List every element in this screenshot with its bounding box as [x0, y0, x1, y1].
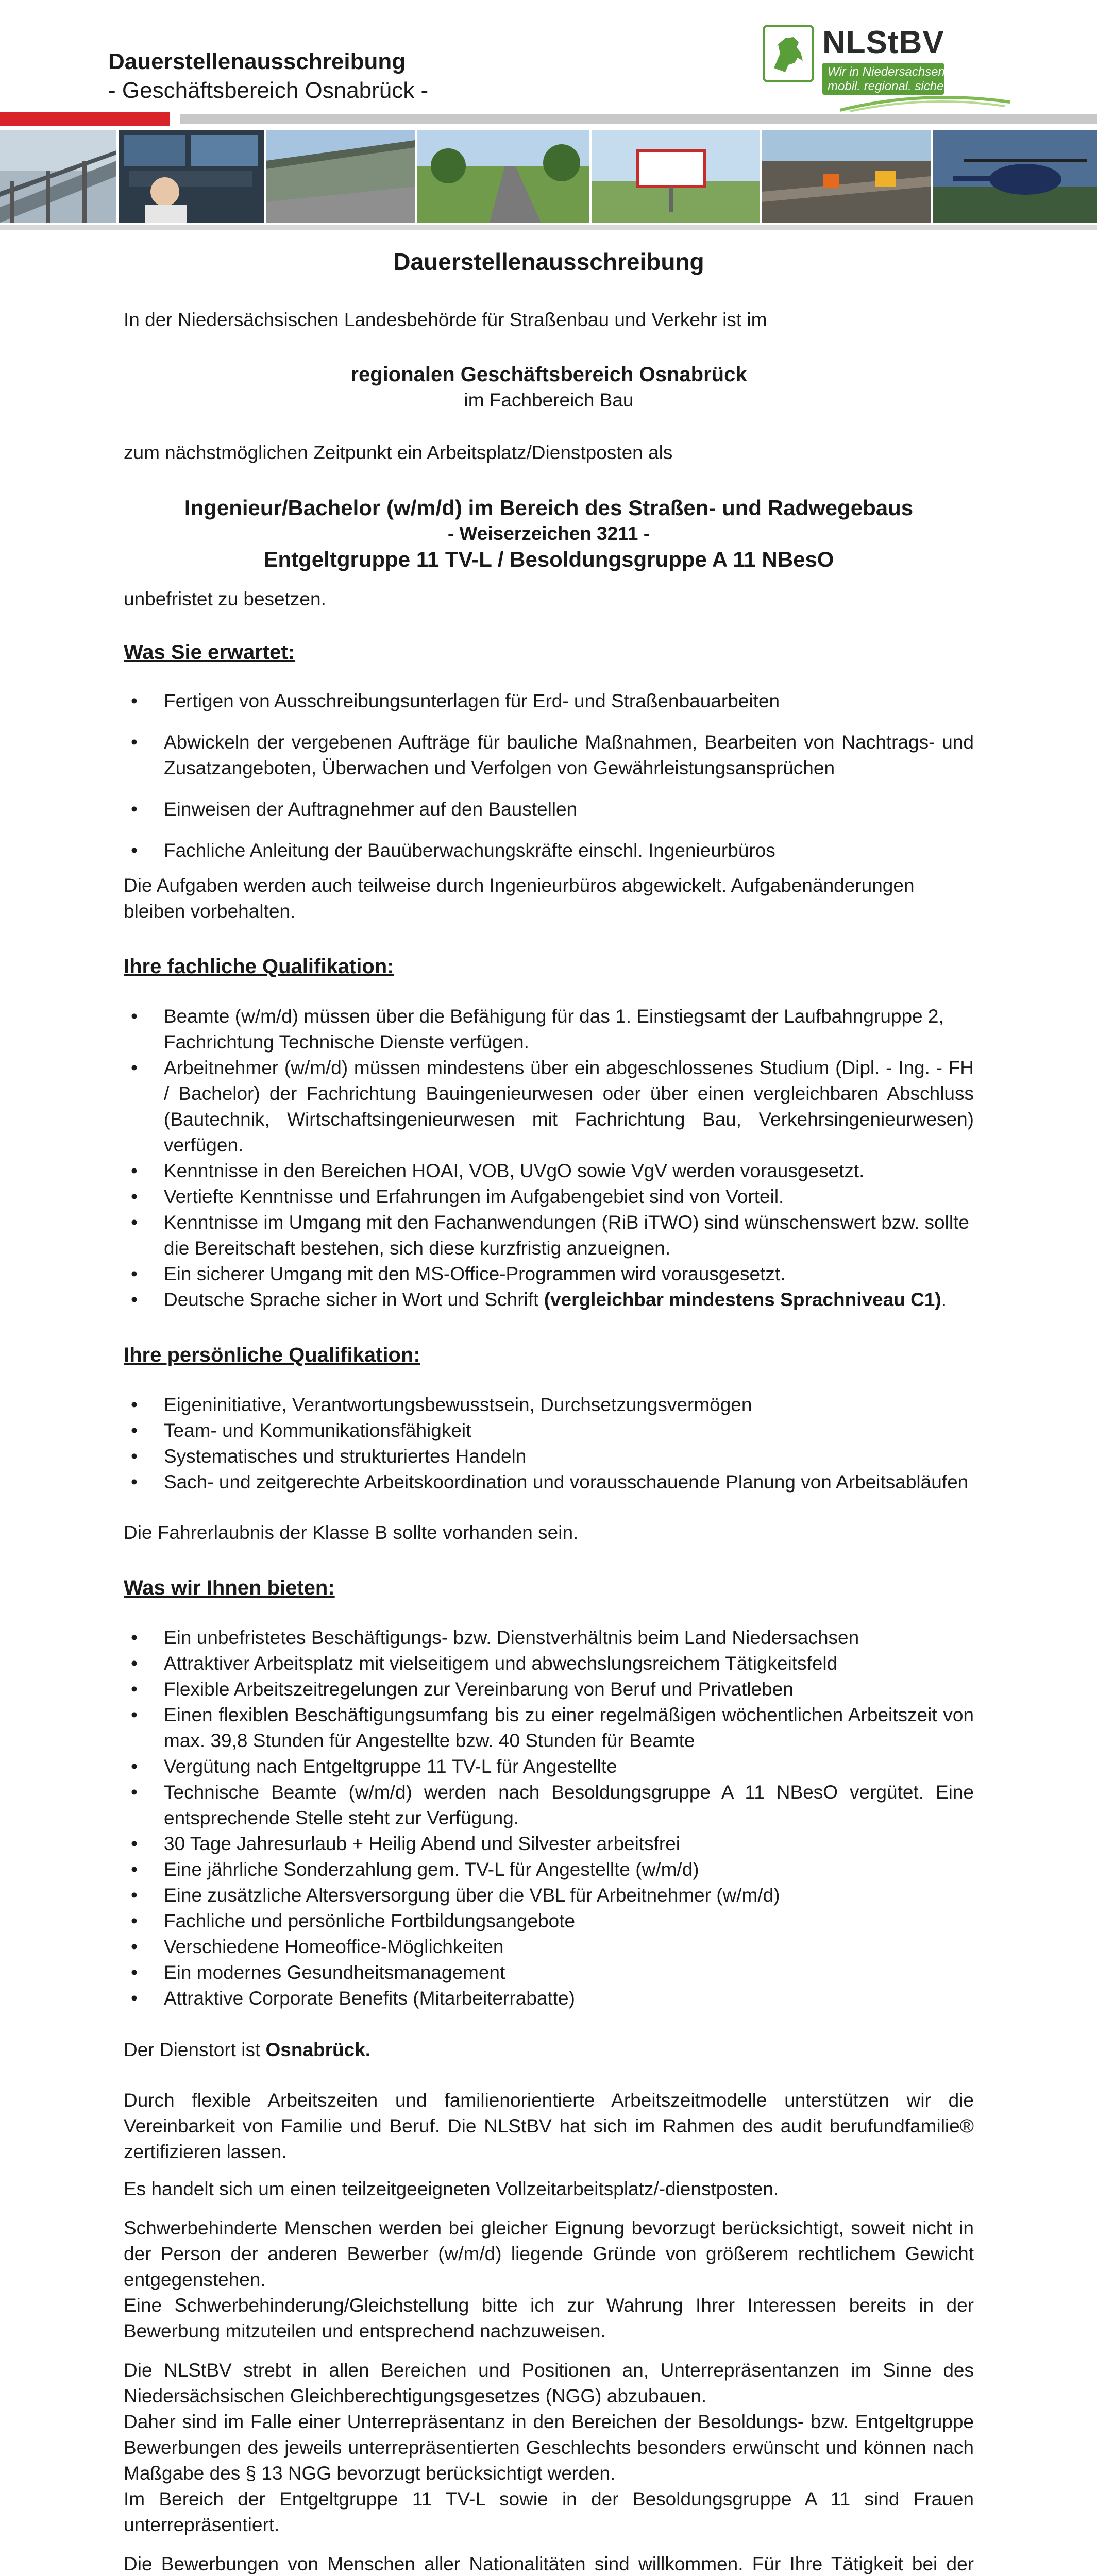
location-text [124, 2037, 974, 2063]
unit-name: regionalen Geschäftsbereich Osnabrück [350, 363, 747, 386]
ngg-text-2: Daher sind im Falle einer Unterrepräsentanz in den Bereichen der Besoldungs- bzw. Entgeltgruppe Bewerbungen des jeweils unterrepräsentierten Geschlechts besonders erwünscht und können nach Maßgabe des § 13 NGG bevorzugt berücksichtigt werden. [124, 2411, 974, 2484]
list-item: • Kenntnisse in den Bereichen HOAI, VOB, UVgO sowie VgV werden vorausgesetzt. [124, 1158, 974, 1184]
list-item: • Fachliche und persönliche Fortbildungsangebote [124, 1908, 974, 1934]
parttime-text: Es handelt sich um einen teilzeitgeeigneten Vollzeitarbeitsplatz/-dienstposten. [124, 2178, 779, 2199]
list-item: • Team- und Kommunikationsfähigkeit [124, 1418, 974, 1444]
language-level: (vergleichbar mindestens Sprachniveau C1) [544, 1289, 941, 1310]
expect-list [124, 688, 974, 863]
language-end: . [941, 1289, 947, 1310]
list-item: • Einen flexiblen Beschäftigungsumfang bis zu einer regelmäßigen wöchentlichen Arbeitszeit von max. 39,8 Stunden für Angestellte bzw. 40 Stunden für Beamte [124, 1702, 974, 1754]
list-item: • Vertiefte Kenntnisse und Erfahrungen im Aufgabengebiet sind von Vorteil. [124, 1184, 974, 1210]
list-item: • Flexible Arbeitszeitregelungen zur Vereinbarung von Beruf und Privatleben [124, 1676, 974, 1702]
construction-photo [762, 130, 931, 223]
intro-text: In der Niedersächsischen Landesbehörde für Straßenbau und Verkehr ist im [124, 309, 767, 330]
header-title: Dauerstellenausschreibung [108, 49, 406, 74]
job-posting-content [124, 247, 974, 2576]
list-item: • Sach- und zeitgerechte Arbeitskoordination und vorausschauende Planung von Arbeitsabläufen [124, 1469, 974, 1495]
nationality-text [124, 2551, 974, 2576]
photo-strip [0, 130, 1097, 223]
bridge-photo [0, 130, 116, 223]
professional-heading: Ihre fachliche Qualifikation: [124, 955, 394, 978]
list-item: • Fertigen von Ausschreibungsunterlagen für Erd- und Straßenbauarbeiten [124, 688, 974, 714]
offer-list [124, 1625, 974, 2011]
personal-heading: Ihre persönliche Qualifikation: [124, 1344, 420, 1366]
list-item [124, 1287, 974, 1313]
logo-tagline-1: Wir in Niedersachsen: [828, 65, 949, 79]
list-item: • Beamte (w/m/d) müssen über die Befähigung für das 1. Einstiegsamt der Laufbahngruppe 2, Fachrichtung Technische Dienste verfügen. [124, 1004, 974, 1055]
list-item: • Verschiedene Homeoffice-Möglichkeiten [124, 1934, 974, 1960]
family-text: Durch flexible Arbeitszeiten und familienorientierte Arbeitszeitmodelle unterstützen wir die Vereinbarkeit von Familie und Beruf. Die NLStBV hat sich im Rahmen des audit berufundfamilie® zertifizieren lassen. [124, 2090, 974, 2162]
nlstbv-logo [763, 25, 1020, 112]
list-item: • Einweisen der Auftragnehmer auf den Baustellen [124, 796, 974, 822]
list-item: • Ein modernes Gesundheitsmanagement [124, 1960, 974, 1986]
list-item: • Ein unbefristetes Beschäftigungs- bzw. Dienstverhältnis beim Land Niedersachsen [124, 1625, 974, 1651]
list-item: • Fachliche Anleitung der Bauüberwachungskräfte einschl. Ingenieurbüros [124, 838, 974, 863]
control-room-photo [119, 130, 264, 223]
helicopter-photo [933, 130, 1097, 223]
disabled-text-1: Schwerbehinderte Menschen werden bei gleicher Eignung bevorzugt berücksichtigt, soweit nicht in der Person der anderen Bewerber (w/m/d) liegende Gründe von größerem rechtlichem Gewicht entgegenstehen. [124, 2217, 974, 2290]
nationality-body: Die Bewerbungen von Menschen aller Nationalitäten sind willkommen. Für Ihre Tätigkeit bei der [124, 2553, 974, 2574]
list-item: • Attraktiver Arbeitsplatz mit vielseitigem und abwechslungsreichem Tätigkeitsfeld [124, 1651, 974, 1676]
position-reference: - Weiserzeichen 3211 - [447, 523, 650, 544]
photo-strip-band [0, 225, 1097, 230]
location-city: Osnabrück. [265, 2039, 371, 2060]
list-item: • 30 Tage Jahresurlaub + Heilig Abend und Silvester arbeitsfrei [124, 1831, 974, 1857]
license-note: Die Fahrerlaubnis der Klasse B sollte vorhanden sein. [124, 1522, 579, 1543]
road-trees-photo [417, 130, 589, 223]
logo-name: NLStBV [822, 25, 944, 60]
lower-saxony-horse-icon [763, 25, 814, 82]
timing-text: zum nächstmöglichen Zeitpunkt ein Arbeitsplatz/Dienstposten als [124, 442, 673, 463]
professional-list [124, 1004, 974, 1313]
list-item: • Abwickeln der vergebenen Aufträge für bauliche Maßnahmen, Bearbeiten von Nachtrags- und Zusatzangeboten, Überwachen und Verfolgen von Gewährleistungsansprüchen [124, 730, 974, 781]
list-item: • Eine jährliche Sonderzahlung gem. TV-L für Angestellte (w/m/d) [124, 1857, 974, 1883]
offer-heading: Was wir Ihnen bieten: [124, 1577, 335, 1599]
logo-swoosh-icon [840, 90, 1010, 112]
position-title: Ingenieur/Bachelor (w/m/d) im Bereich des Straßen- und Radwegebaus [184, 496, 914, 520]
expect-heading: Was Sie erwartet: [124, 641, 295, 664]
document-title: Dauerstellenausschreibung [393, 248, 704, 275]
expect-note: Die Aufgaben werden auch teilweise durch Ingenieurbüros abgewickelt. Aufgabenänderungen bleiben vorbehalten. [124, 875, 915, 922]
header-grey-bar [180, 114, 1097, 124]
list-item: • Vergütung nach Entgeltgruppe 11 TV-L für Angestellte [124, 1754, 974, 1780]
list-item: • Ein sicherer Umgang mit den MS-Office-Programmen wird vorausgesetzt. [124, 1261, 974, 1287]
position-pay-grade: Entgeltgruppe 11 TV-L / Besoldungsgruppe A 11 NBesO [263, 547, 834, 571]
list-item: • Systematisches und strukturiertes Handeln [124, 1444, 974, 1469]
noise-barrier-photo [266, 130, 415, 223]
list-item: • Arbeitnehmer (w/m/d) müssen mindestens über ein abgeschlossenes Studium (Dipl. - Ing. - FH / Bachelor) der Fachrichtung Bauingenieurwesen oder über einen vergleichbaren Abschluss (Bautechnik, Wirtschaftsingenieurwesen mit Fachrichtung Bau, Verkehrsingenieurwesen) verfügen. [124, 1055, 974, 1158]
list-item: • Attraktive Corporate Benefits (Mitarbeiterrabatte) [124, 1986, 974, 2011]
list-item: • Kenntnisse im Umgang mit den Fachanwendungen (RiB iTWO) sind wünschenswert bzw. sollte die Bereitschaft bestehen, sich diese kurzfristig anzueignen. [124, 1210, 974, 1261]
personal-list [124, 1392, 974, 1495]
term-text: unbefristet zu besetzen. [124, 588, 326, 609]
disabled-text-2: Eine Schwerbehinderung/Gleichstellung bitte ich zur Wahrung Ihrer Interessen bereits in der Bewerbung mitzuteilen und entsprechend nachzuweisen. [124, 2295, 974, 2342]
ngg-text-1: Die NLStBV strebt in allen Bereichen und Positionen an, Unterrepräsentanzen im Sinne des Niedersächsischen Gleichberechtigungsgesetzes (NGG) abzubauen. [124, 2360, 974, 2406]
header-subtitle: - Geschäftsbereich Osnabrück - [108, 78, 429, 103]
list-item: • Technische Beamte (w/m/d) werden nach Besoldungsgruppe A 11 NBesO vergütet. Eine entsprechende Stelle steht zur Verfügung. [124, 1780, 974, 1831]
list-item: • Eigeninitiative, Verantwortungsbewusstsein, Durchsetzungsvermögen [124, 1392, 974, 1418]
road-sign-photo [592, 130, 760, 223]
header-red-bar [0, 112, 170, 126]
ngg-text-3: Im Bereich der Entgeltgruppe 11 TV-L sowie in der Besoldungsgruppe A 11 sind Frauen unterrepräsentiert. [124, 2488, 974, 2535]
unit-department: im Fachbereich Bau [464, 389, 634, 411]
logo-tagline-2: mobil. regional. sicher! [828, 79, 952, 93]
list-item: • Eine zusätzliche Altersversorgung über die VBL für Arbeitnehmer (w/m/d) [124, 1883, 974, 1908]
language-text: Deutsche Sprache sicher in Wort und Schrift [164, 1289, 544, 1310]
location-label: Der Dienstort ist [124, 2039, 266, 2060]
